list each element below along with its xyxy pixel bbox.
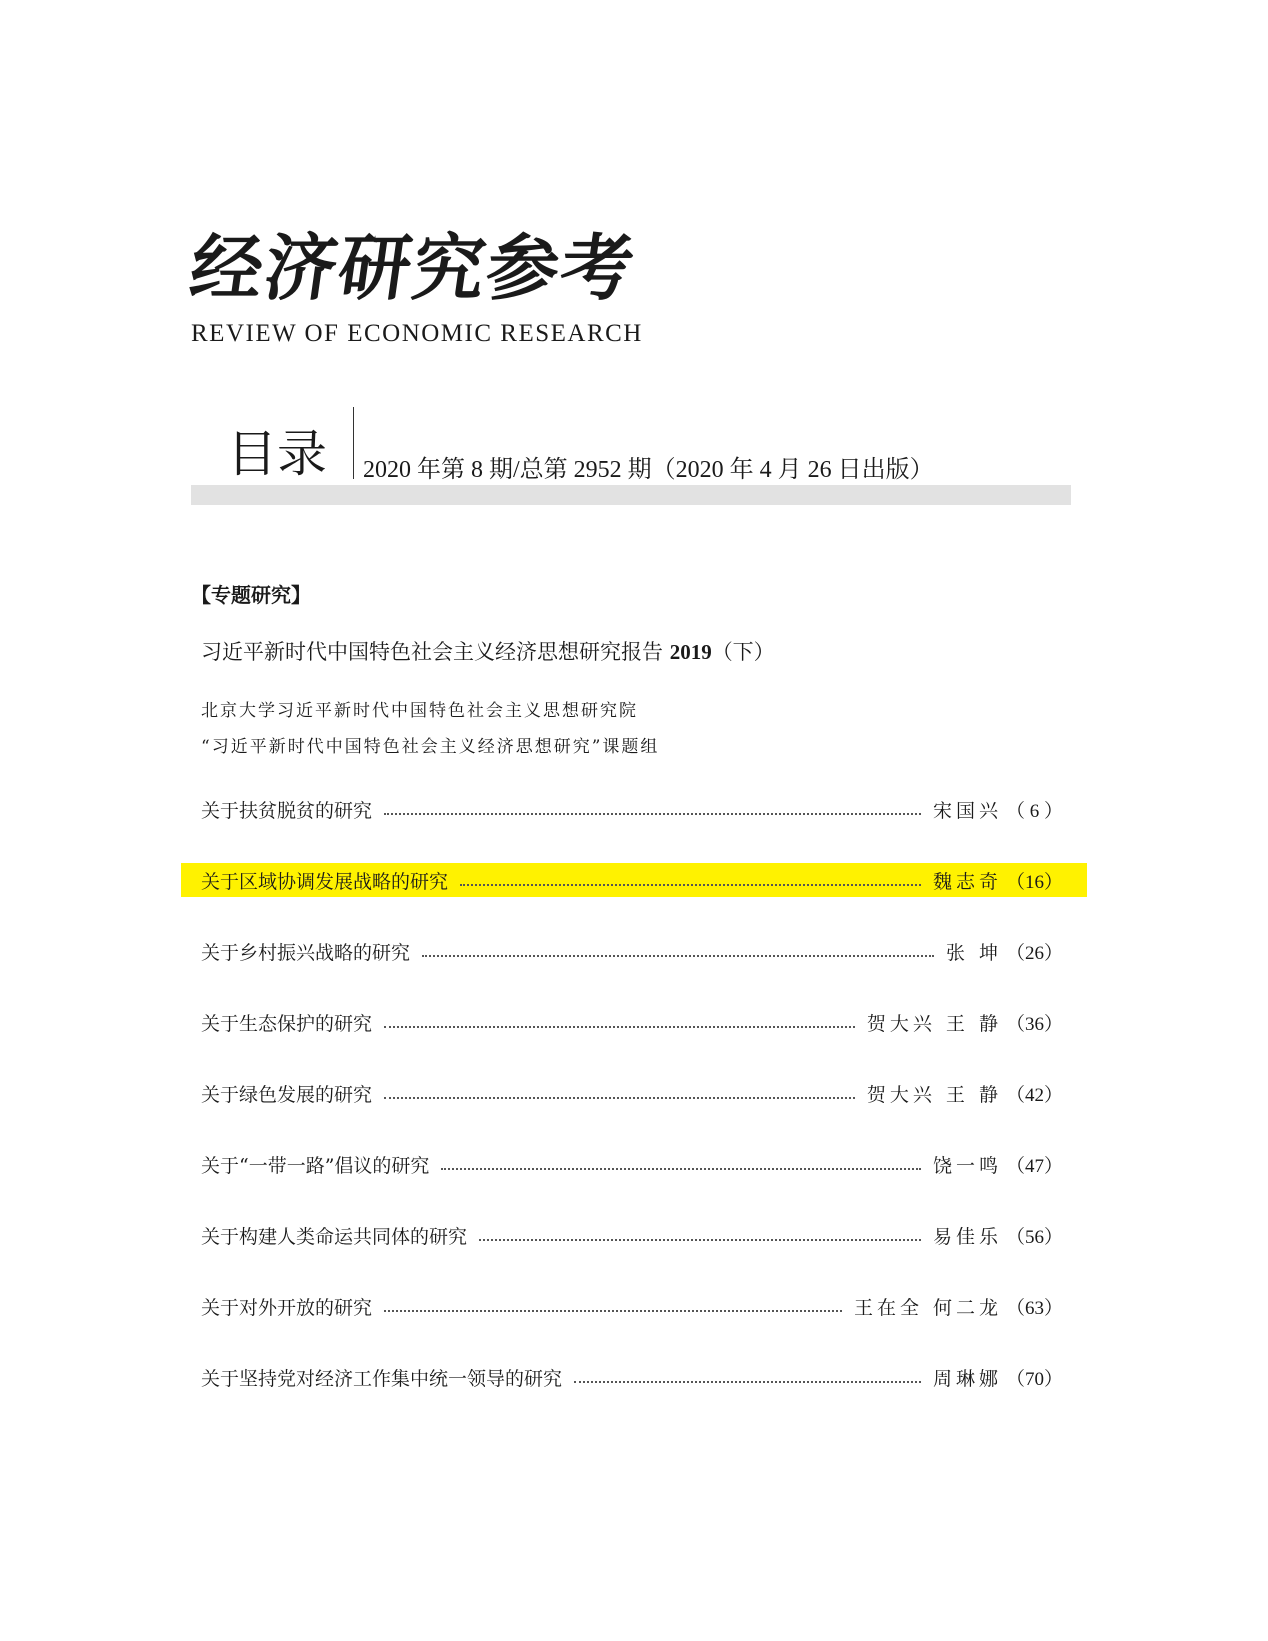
entry-title: 关于生态保护的研究: [201, 1012, 373, 1035]
leader-dots: [441, 1168, 921, 1170]
leader-dots: [384, 1310, 842, 1312]
entry-title: 关于对外开放的研究: [201, 1296, 373, 1319]
entry-page: （ 6 ）: [1005, 800, 1063, 822]
org-line-1: 北京大学习近平新时代中国特色社会主义思想研究院: [201, 701, 638, 721]
entry-title: 关于扶贫脱贫的研究: [201, 799, 373, 822]
entry-title: 关于构建人类命运共同体的研究: [201, 1225, 468, 1248]
report-title: [201, 636, 775, 666]
org-line-2: “习近平新时代中国特色社会主义经济思想研究”课题组: [201, 737, 660, 757]
journal-title-cn: 经济研究参考: [185, 225, 642, 310]
masthead: [185, 225, 643, 348]
issue-info: 2020 年第 8 期/总第 2952 期（2020 年 4 月 26 日出版）: [363, 457, 934, 483]
entry-author: 饶一鸣: [932, 1154, 1002, 1177]
leader-dots: [479, 1239, 921, 1241]
entry-author: 周琳娜: [932, 1367, 1002, 1390]
entry-author: 贺大兴 王 静: [866, 1083, 1002, 1106]
leader-dots: [422, 955, 934, 957]
entry-page: （70）: [1005, 1368, 1063, 1390]
header-bar: [191, 485, 1071, 505]
entry-page: （42）: [1005, 1084, 1063, 1106]
entry-author: 宋国兴: [932, 799, 1002, 822]
entry-title: 关于乡村振兴战略的研究: [201, 941, 411, 964]
toc-entry[interactable]: [181, 934, 1087, 968]
leader-dots: [384, 813, 921, 815]
entry-title: 关于“一带一路”倡议的研究: [201, 1154, 430, 1177]
entry-title: 关于区域协调发展战略的研究: [201, 870, 449, 893]
section-label: 【专题研究】: [191, 583, 311, 607]
entry-author: 王在全 何二龙: [853, 1296, 1002, 1319]
entry-page: （26）: [1005, 942, 1063, 964]
toc-entry[interactable]: [181, 1360, 1087, 1394]
entry-page: （56）: [1005, 1226, 1063, 1248]
leader-dots: [460, 884, 921, 886]
leader-dots: [574, 1381, 921, 1383]
entry-author: 张 坤: [945, 941, 1002, 964]
entry-page: （47）: [1005, 1155, 1063, 1177]
entry-page: （36）: [1005, 1013, 1063, 1035]
toc-list: [181, 792, 1087, 1431]
toc-entry[interactable]: [181, 1147, 1087, 1181]
entry-page: （16）: [1005, 871, 1063, 893]
entry-author: 贺大兴 王 静: [866, 1012, 1002, 1035]
toc-entry[interactable]: [181, 1218, 1087, 1252]
toc-entry[interactable]: [181, 1005, 1087, 1039]
toc-entry[interactable]: [181, 1076, 1087, 1110]
toc-entry[interactable]: [181, 1289, 1087, 1323]
entry-author: 魏志奇: [932, 870, 1002, 893]
entry-title: 关于绿色发展的研究: [201, 1083, 373, 1106]
entry-page: （63）: [1005, 1297, 1063, 1319]
report-title-suffix: （下）: [711, 640, 775, 664]
report-title-prefix: 习近平新时代中国特色社会主义经济思想研究报告: [201, 640, 670, 664]
toc-header: [191, 407, 1071, 507]
leader-dots: [384, 1097, 855, 1099]
toc-divider: [353, 407, 354, 479]
leader-dots: [384, 1026, 855, 1028]
entry-author: 易佳乐: [932, 1225, 1002, 1248]
entry-title: 关于坚持党对经济工作集中统一领导的研究: [201, 1367, 563, 1390]
journal-title-en: REVIEW OF ECONOMIC RESEARCH: [191, 320, 643, 347]
toc-entry-highlighted[interactable]: [181, 863, 1087, 897]
toc-title: 目录: [227, 425, 327, 483]
toc-entry[interactable]: [181, 792, 1087, 826]
report-title-year: 2019: [669, 640, 712, 664]
